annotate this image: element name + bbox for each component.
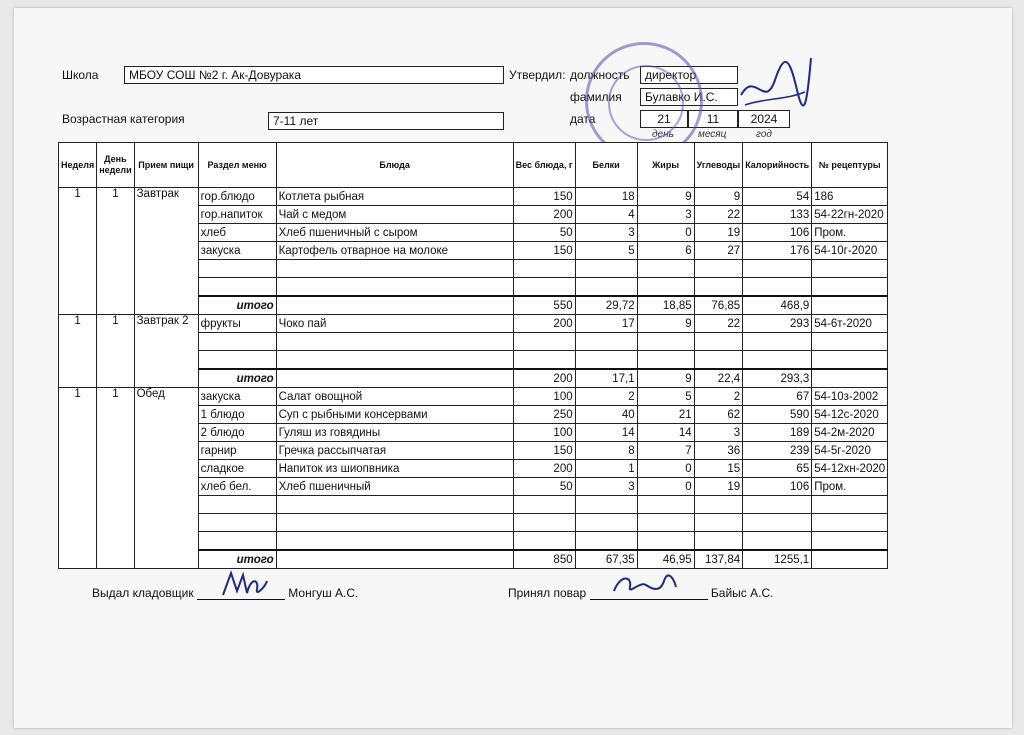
- carbs-cell: 3: [694, 424, 743, 442]
- empty-cell: [694, 260, 743, 278]
- recipe-cell: 54-2м-2020: [812, 424, 888, 442]
- school-label: Школа: [62, 68, 99, 82]
- kcal-cell: 133: [743, 206, 812, 224]
- kcal-cell: 65: [743, 460, 812, 478]
- cook-signature: [610, 571, 680, 599]
- fat-cell: 9: [637, 315, 694, 333]
- recipe-cell: 54-10г-2020: [812, 242, 888, 260]
- surname-field: Булавко И.С.: [640, 88, 738, 106]
- section-cell: фрукты: [198, 315, 276, 333]
- empty-cell: [198, 333, 276, 351]
- dish-cell: Суп с рыбными консервами: [276, 406, 513, 424]
- kcal-cell: 106: [743, 224, 812, 242]
- empty-cell: [575, 351, 637, 370]
- protein-cell: 17: [575, 315, 637, 333]
- total-carbs: 22,4: [694, 369, 743, 388]
- received-label: Принял повар: [508, 586, 587, 600]
- dish-cell: Котлета рыбная: [276, 188, 513, 206]
- fat-cell: 0: [637, 460, 694, 478]
- weight-cell: 150: [513, 188, 575, 206]
- section-cell: 2 блюдо: [198, 424, 276, 442]
- empty-cell: [198, 496, 276, 514]
- dish-cell: Гуляш из говядины: [276, 424, 513, 442]
- empty-cell: [743, 278, 812, 297]
- week-cell: 1: [59, 188, 97, 315]
- empty-cell: [513, 351, 575, 370]
- empty-cell: [575, 278, 637, 297]
- protein-cell: 14: [575, 424, 637, 442]
- weight-cell: 200: [513, 315, 575, 333]
- dish-cell: Гречка рассыпчатая: [276, 442, 513, 460]
- empty-cell: [694, 351, 743, 370]
- menu-table: [58, 142, 888, 569]
- empty-cell: [637, 514, 694, 532]
- dish-cell: Чоко пай: [276, 315, 513, 333]
- section-cell: хлеб бел.: [198, 478, 276, 496]
- kcal-cell: 176: [743, 242, 812, 260]
- empty-cell: [812, 278, 888, 297]
- empty-cell: [575, 532, 637, 551]
- meal-cell: Обед: [134, 388, 198, 569]
- dish-cell: Картофель отварное на молоке: [276, 242, 513, 260]
- protein-cell: 1: [575, 460, 637, 478]
- week-cell: 1: [59, 388, 97, 569]
- total-kcal: 1255,1: [743, 550, 812, 569]
- col-carbs: Углеводы: [694, 143, 743, 188]
- carbs-cell: 15: [694, 460, 743, 478]
- recipe-cell: 54-12хн-2020: [812, 460, 888, 478]
- fat-cell: 3: [637, 206, 694, 224]
- fat-cell: 0: [637, 478, 694, 496]
- issued-name: Монгуш А.С.: [288, 586, 359, 600]
- empty-cell: [637, 333, 694, 351]
- fat-cell: 0: [637, 224, 694, 242]
- carbs-cell: 36: [694, 442, 743, 460]
- fat-cell: 7: [637, 442, 694, 460]
- empty-cell: [637, 351, 694, 370]
- empty-cell: [513, 514, 575, 532]
- recipe-cell: Пром.: [812, 478, 888, 496]
- empty-cell: [575, 496, 637, 514]
- empty-cell: [575, 514, 637, 532]
- empty-cell: [276, 278, 513, 297]
- carbs-cell: 27: [694, 242, 743, 260]
- empty-cell: [276, 333, 513, 351]
- dish-cell: Напиток из шиопвника: [276, 460, 513, 478]
- dish-cell: Хлеб пшеничный: [276, 478, 513, 496]
- empty-cell: [198, 278, 276, 297]
- weight-cell: 50: [513, 224, 575, 242]
- total-fat: 9: [637, 369, 694, 388]
- weight-cell: 250: [513, 406, 575, 424]
- total-protein: 67,35: [575, 550, 637, 569]
- col-kcal: Калорийность: [743, 143, 812, 188]
- recipe-cell: 54-12с-2020: [812, 406, 888, 424]
- empty-cell: [276, 260, 513, 278]
- weight-cell: 200: [513, 460, 575, 478]
- total-recipe-blank: [812, 550, 888, 569]
- empty-cell: [743, 514, 812, 532]
- weight-cell: 200: [513, 206, 575, 224]
- total-recipe-blank: [812, 369, 888, 388]
- day-cell: 1: [97, 315, 134, 388]
- col-dish: Блюда: [276, 143, 513, 188]
- empty-cell: [743, 496, 812, 514]
- kcal-cell: 239: [743, 442, 812, 460]
- section-cell: закуска: [198, 242, 276, 260]
- col-meal: Прием пищи: [134, 143, 198, 188]
- received-signature-line: [590, 587, 708, 600]
- empty-cell: [812, 260, 888, 278]
- section-cell: гор.напиток: [198, 206, 276, 224]
- recipe-cell: 54-6т-2020: [812, 315, 888, 333]
- total-carbs: 76,85: [694, 296, 743, 315]
- empty-cell: [812, 532, 888, 551]
- total-fat: 46,95: [637, 550, 694, 569]
- empty-cell: [513, 278, 575, 297]
- weight-cell: 100: [513, 424, 575, 442]
- school-field: МБОУ СОШ №2 г. Ак-Довурака: [124, 66, 504, 84]
- empty-cell: [276, 514, 513, 532]
- empty-cell: [276, 496, 513, 514]
- total-blank: [276, 369, 513, 388]
- position-label: должность: [570, 68, 630, 82]
- empty-cell: [694, 333, 743, 351]
- protein-cell: 3: [575, 478, 637, 496]
- empty-cell: [513, 333, 575, 351]
- kcal-cell: 67: [743, 388, 812, 406]
- recipe-cell: 54-22гн-2020: [812, 206, 888, 224]
- empty-cell: [575, 333, 637, 351]
- total-label: итого: [198, 550, 276, 569]
- empty-cell: [198, 514, 276, 532]
- dish-cell: Чай с медом: [276, 206, 513, 224]
- kcal-cell: 293: [743, 315, 812, 333]
- empty-cell: [198, 351, 276, 370]
- empty-cell: [694, 278, 743, 297]
- protein-cell: 2: [575, 388, 637, 406]
- age-category-label: Возрастная категория: [62, 112, 185, 126]
- empty-cell: [812, 496, 888, 514]
- protein-cell: 4: [575, 206, 637, 224]
- meal-cell: Завтрак 2: [134, 315, 198, 388]
- table-header-row: [59, 143, 888, 188]
- protein-cell: 3: [575, 224, 637, 242]
- fat-cell: 6: [637, 242, 694, 260]
- carbs-cell: 2: [694, 388, 743, 406]
- protein-cell: 5: [575, 242, 637, 260]
- empty-cell: [198, 532, 276, 551]
- storekeeper-signature: [219, 567, 269, 601]
- meal-cell: Завтрак: [134, 188, 198, 315]
- weight-cell: 50: [513, 478, 575, 496]
- total-weight: 550: [513, 296, 575, 315]
- empty-cell: [513, 260, 575, 278]
- empty-cell: [637, 496, 694, 514]
- day-cell: 1: [97, 388, 134, 569]
- section-cell: 1 блюдо: [198, 406, 276, 424]
- section-cell: гарнир: [198, 442, 276, 460]
- carbs-cell: 22: [694, 315, 743, 333]
- carbs-cell: 9: [694, 188, 743, 206]
- table-row: [59, 388, 888, 406]
- date-day-field: 21: [640, 110, 688, 128]
- issued-signature-line: [197, 587, 285, 600]
- empty-cell: [637, 532, 694, 551]
- total-blank: [276, 296, 513, 315]
- kcal-cell: 54: [743, 188, 812, 206]
- empty-cell: [694, 532, 743, 551]
- protein-cell: 40: [575, 406, 637, 424]
- menu-table-body: [59, 188, 888, 569]
- year-caption: год: [756, 129, 772, 140]
- received-name: Байыс А.С.: [710, 586, 774, 600]
- protein-cell: 8: [575, 442, 637, 460]
- recipe-cell: 54-5г-2020: [812, 442, 888, 460]
- empty-cell: [743, 260, 812, 278]
- received-signature-block: [508, 586, 773, 600]
- carbs-cell: 19: [694, 478, 743, 496]
- kcal-cell: 106: [743, 478, 812, 496]
- empty-cell: [276, 351, 513, 370]
- total-weight: 200: [513, 369, 575, 388]
- empty-cell: [575, 260, 637, 278]
- empty-cell: [637, 260, 694, 278]
- empty-cell: [812, 333, 888, 351]
- fat-cell: 5: [637, 388, 694, 406]
- empty-cell: [513, 532, 575, 551]
- total-weight: 850: [513, 550, 575, 569]
- recipe-cell: Пром.: [812, 224, 888, 242]
- section-cell: гор.блюдо: [198, 188, 276, 206]
- total-kcal: 468,9: [743, 296, 812, 315]
- total-kcal: 293,3: [743, 369, 812, 388]
- director-signature: [735, 50, 815, 120]
- fat-cell: 9: [637, 188, 694, 206]
- section-cell: хлеб: [198, 224, 276, 242]
- col-protein: Белки: [575, 143, 637, 188]
- empty-cell: [743, 333, 812, 351]
- protein-cell: 18: [575, 188, 637, 206]
- date-month-field: 11: [688, 110, 738, 128]
- dish-cell: Салат овощной: [276, 388, 513, 406]
- empty-cell: [743, 532, 812, 551]
- empty-cell: [513, 496, 575, 514]
- empty-cell: [276, 532, 513, 551]
- issued-signature-block: [92, 586, 358, 600]
- total-label: итого: [198, 369, 276, 388]
- issued-label: Выдал кладовщик: [92, 586, 194, 600]
- total-protein: 29,72: [575, 296, 637, 315]
- col-day: День недели: [97, 143, 134, 188]
- table-row: [59, 315, 888, 333]
- col-weight: Вес блюда, г: [513, 143, 575, 188]
- section-cell: закуска: [198, 388, 276, 406]
- fat-cell: 14: [637, 424, 694, 442]
- col-fat: Жиры: [637, 143, 694, 188]
- total-label: итого: [198, 296, 276, 315]
- empty-cell: [694, 496, 743, 514]
- date-year-field: 2024: [738, 110, 790, 128]
- empty-cell: [743, 351, 812, 370]
- empty-cell: [637, 278, 694, 297]
- weight-cell: 150: [513, 442, 575, 460]
- section-cell: сладкое: [198, 460, 276, 478]
- approved-label: Утвердил:: [509, 68, 566, 82]
- recipe-cell: 54-10з-2002: [812, 388, 888, 406]
- date-label: дата: [570, 112, 596, 126]
- empty-cell: [198, 260, 276, 278]
- total-recipe-blank: [812, 296, 888, 315]
- total-blank: [276, 550, 513, 569]
- table-row: [59, 188, 888, 206]
- age-category-field: 7-11 лет: [268, 112, 504, 130]
- day-cell: 1: [97, 188, 134, 315]
- kcal-cell: 189: [743, 424, 812, 442]
- fat-cell: 21: [637, 406, 694, 424]
- total-protein: 17,1: [575, 369, 637, 388]
- carbs-cell: 62: [694, 406, 743, 424]
- recipe-cell: 186: [812, 188, 888, 206]
- total-fat: 18,85: [637, 296, 694, 315]
- weight-cell: 150: [513, 242, 575, 260]
- month-caption: месяц: [698, 129, 727, 140]
- weight-cell: 100: [513, 388, 575, 406]
- empty-cell: [694, 514, 743, 532]
- carbs-cell: 19: [694, 224, 743, 242]
- col-week: Неделя: [59, 143, 97, 188]
- surname-label: фамилия: [570, 90, 622, 104]
- kcal-cell: 590: [743, 406, 812, 424]
- dish-cell: Хлеб пшеничный с сыром: [276, 224, 513, 242]
- position-field: директор: [640, 66, 738, 84]
- carbs-cell: 22: [694, 206, 743, 224]
- empty-cell: [812, 351, 888, 370]
- total-carbs: 137,84: [694, 550, 743, 569]
- day-caption: день: [652, 129, 674, 140]
- col-section: Раздел меню: [198, 143, 276, 188]
- week-cell: 1: [59, 315, 97, 388]
- col-recipe: № рецептуры: [812, 143, 888, 188]
- empty-cell: [812, 514, 888, 532]
